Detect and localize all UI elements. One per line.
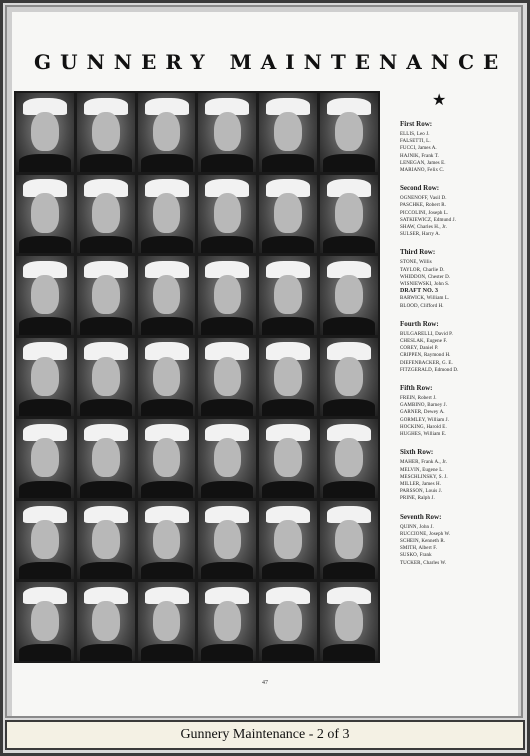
roster-name: PASCHKE, Robert R. [400,203,447,209]
sailor-portrait [198,582,256,661]
portrait-body [19,481,71,498]
portrait-body [323,399,375,416]
portrait-body [80,236,132,253]
portrait-face [274,520,302,559]
portrait-body [141,236,193,253]
sailor-portrait [77,419,135,498]
roster-name: BLOOD, Clifford H. [400,303,444,309]
portrait-face [214,193,242,232]
sailor-portrait [320,338,378,417]
roster-name: SATKIEWICZ, Edmund J. [400,217,456,223]
star-icon: ★ [432,92,447,109]
roster-name: PICCOLINI, Joseph L. [400,210,449,216]
portrait-body [262,236,314,253]
roster-name: WISNIEWSKI, John S. [400,282,450,288]
sailor-portrait [259,256,317,335]
roster-name: SMITH, Albert F. [400,546,438,552]
roster-name: HUGHES, William E. [400,432,447,438]
sailor-portrait [138,501,196,580]
portrait-body [201,317,253,334]
portrait-body [141,317,193,334]
sailor-portrait [198,256,256,335]
portrait-body [323,481,375,498]
portrait-face [153,601,181,640]
roster-name: PARSSON, Louis J. [400,489,443,495]
portrait-face [274,112,302,151]
portrait-body [141,399,193,416]
sailor-portrait [320,419,378,498]
sailor-portrait [320,175,378,254]
portrait-face [92,193,120,232]
roster-block [400,384,500,438]
portrait-face [335,601,363,640]
portrait-face [153,193,181,232]
roster-name: SCHEIN, Kenneth R. [400,538,446,544]
roster-name: HAJNIK, Frank T. [400,153,439,159]
sailor-portrait [320,256,378,335]
row-heading: Fourth Row: [400,319,439,328]
portrait-body [262,154,314,171]
sailor-portrait [320,93,378,172]
portrait-face [92,275,120,314]
portrait-body [323,154,375,171]
roster-name: PRINE, Ralph J. [400,496,435,502]
roster-name: SUSKO, Frank [400,553,432,559]
sailor-portrait [138,256,196,335]
row-heading: Seventh Row: [400,512,442,521]
roster-name: FALSETTI, L. [400,139,431,145]
portrait-face [153,438,181,477]
roster-name: CHESLAK, Eugene F. [400,339,448,345]
roster-name: MARIANO, Felix C. [400,168,445,174]
roster-name: DIEFENBACKER, G. E. [400,360,453,366]
sailor-portrait [259,175,317,254]
draft-label: DRAFT NO. 3 [400,288,439,295]
roster-name: BARWICK, William L. [400,296,450,302]
sailor-portrait [16,93,74,172]
portrait-body [19,644,71,661]
sailor-portrait [16,582,74,661]
sailor-portrait [16,419,74,498]
portrait-body [19,236,71,253]
sailor-portrait [198,93,256,172]
portrait-body [80,562,132,579]
portrait-face [335,193,363,232]
sailor-portrait [259,93,317,172]
caption-bar [5,720,525,750]
portrait-face [92,438,120,477]
portrait-body [201,236,253,253]
portrait-face [274,601,302,640]
roster-name: TUCKER, Charles W. [400,560,447,566]
portrait-face [335,520,363,559]
portrait-face [274,357,302,396]
portrait-body [201,644,253,661]
portrait-face [31,438,59,477]
sailor-portrait [198,501,256,580]
portrait-face [274,193,302,232]
roster-name: LENEGAN, James E. [400,160,446,166]
portrait-face [214,438,242,477]
roster-name: GAMBINO, Barney J. [400,403,448,409]
sailor-portrait [198,338,256,417]
portrait-body [262,399,314,416]
portrait-face [153,112,181,151]
sailor-portrait [138,582,196,661]
portrait-face [335,438,363,477]
portrait-body [19,317,71,334]
portrait-body [323,317,375,334]
sailor-portrait [77,582,135,661]
roster-name: FUCCI, James A. [400,146,437,152]
portrait-face [31,357,59,396]
portrait-body [141,644,193,661]
sailor-portrait [259,582,317,661]
roster-block [400,248,500,309]
sailor-portrait [138,93,196,172]
sailor-portrait [198,175,256,254]
sailor-portrait [77,256,135,335]
roster-name: MILLER, James H. [400,481,442,487]
portrait-face [92,112,120,151]
roster-name: GORMLEY, William J. [400,417,450,423]
row-heading: First Row: [400,120,433,128]
portrait-body [80,399,132,416]
roster-name: SULSER, Harry A. [400,232,441,238]
sailor-portrait [138,175,196,254]
roster-name: WHIDDON, Chester D. [400,274,451,280]
row-heading: Fifth Row: [400,384,433,393]
roster-name: MELVIN, Eugene L. [400,467,444,473]
portrait-body [141,562,193,579]
portrait-body [80,481,132,498]
roster-name: FREIN, Robert J. [400,396,437,402]
portrait-body [323,236,375,253]
portrait-face [274,438,302,477]
roster-name: BULGARELLI, David P. [400,331,453,337]
portrait-face [92,520,120,559]
roster-block [400,320,500,374]
roster-name: CRIPPEN, Raymond H. [400,353,451,359]
portrait-face [214,275,242,314]
portrait-body [80,154,132,171]
portrait-body [262,317,314,334]
portrait-face [214,357,242,396]
portrait-body [201,481,253,498]
roster-name: RUCCIONE, Joseph W. [400,531,451,537]
roster-name: ELLIS, Leo J. [400,132,430,137]
portrait-body [262,481,314,498]
sailor-portrait [77,338,135,417]
caption-text: Gunnery Maintenance - 2 of 3 [180,727,350,742]
sailor-portrait [320,582,378,661]
portrait-body [262,644,314,661]
portrait-face [214,112,242,151]
roster-name: FITZGERALD, Edmond D. [400,367,459,373]
roster-block [400,120,500,174]
sailor-portrait [16,256,74,335]
roster-block [400,448,500,502]
sailor-portrait [138,419,196,498]
sailor-portrait [320,501,378,580]
portrait-face [153,357,181,396]
sailor-portrait [77,93,135,172]
portrait-face [31,520,59,559]
sailor-portrait [259,419,317,498]
sailor-portrait [16,338,74,417]
portrait-face [214,601,242,640]
roster-block [400,513,500,567]
row-heading: Third Row: [400,248,436,257]
sailor-portrait [138,338,196,417]
portrait-face [335,112,363,151]
roster-block [400,184,500,238]
portrait-face [92,357,120,396]
roster-name: TAYLOR, Charlie D. [400,267,445,273]
portrait-body [80,644,132,661]
roster-name: MESCHLINSKY, S. J. [400,474,448,480]
roster-name: MAHER, Frank A., Jr. [400,460,448,466]
sailor-portrait [16,175,74,254]
portrait-face [31,193,59,232]
row-heading: Second Row: [400,184,440,193]
portrait-body [80,317,132,334]
portrait-grid [14,91,380,663]
page-title: GUNNERY MAINTENANCE [34,50,508,74]
portrait-face [335,357,363,396]
portrait-body [201,399,253,416]
portrait-body [141,481,193,498]
sailor-portrait [77,175,135,254]
portrait-body [201,154,253,171]
name-roster [400,120,500,577]
portrait-body [262,562,314,579]
portrait-body [323,644,375,661]
roster-name: OGNENOFF, Vasil D. [400,196,447,202]
roster-name: STONE, Willis [400,260,432,266]
roster-name: QUINN, John J. [400,524,434,530]
portrait-face [153,520,181,559]
portrait-face [31,601,59,640]
portrait-body [201,562,253,579]
portrait-face [153,275,181,314]
roster-name: SHAW, Charles H., Jr. [400,225,447,231]
portrait-body [19,399,71,416]
portrait-face [335,275,363,314]
row-heading: Sixth Row: [400,448,434,457]
roster-name: HOCKING, Harold E. [400,424,447,430]
sailor-portrait [198,419,256,498]
roster-name: GARNER, Dewey A. [400,410,445,416]
portrait-face [92,601,120,640]
portrait-face [214,520,242,559]
portrait-body [19,154,71,171]
sailor-portrait [259,338,317,417]
portrait-face [274,275,302,314]
portrait-body [323,562,375,579]
sailor-portrait [77,501,135,580]
portrait-face [31,112,59,151]
portrait-body [141,154,193,171]
sailor-portrait [16,501,74,580]
sailor-portrait [259,501,317,580]
portrait-body [19,562,71,579]
portrait-face [31,275,59,314]
page-number: 47 [262,680,268,686]
roster-name: COREY, Daniel P. [400,346,439,352]
